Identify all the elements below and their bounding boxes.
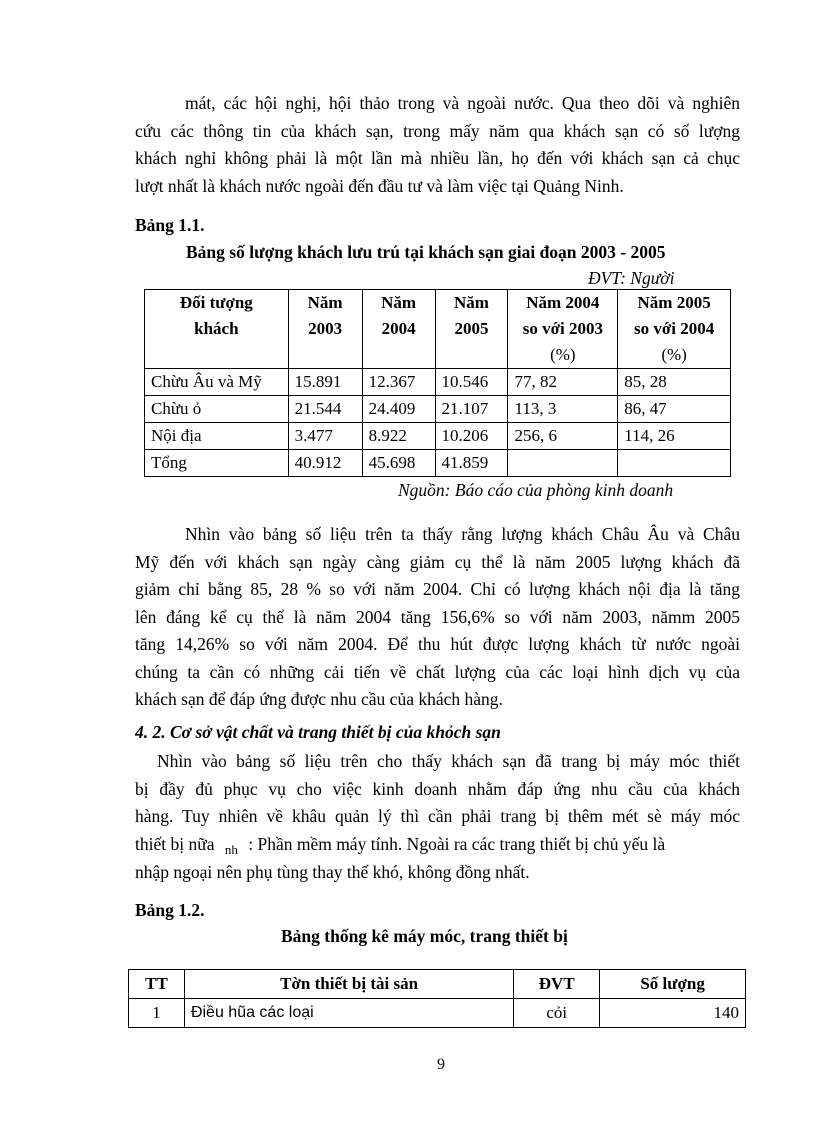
table1-header-row xyxy=(145,290,731,369)
table-cell: 10.206 xyxy=(435,423,508,450)
analysis-line-7: khách sạn để đáp ứng được nhu cầu của khách hàng. xyxy=(135,689,503,709)
table-row xyxy=(145,369,731,396)
table1-header-2005-vs-2004: Năm 2005 so với 2004 (%) xyxy=(618,290,731,369)
table-cell: Chừu Âu và Mỹ xyxy=(145,369,289,396)
table-row xyxy=(129,999,746,1028)
section-line-4: thiết bị nữa $_{nh}$ : Phần mềm máy tính. Ngoài ra các trang thiết bị chủ yếu là xyxy=(135,833,666,857)
table1-label: Bảng 1.1. xyxy=(135,215,205,235)
analysis-line-1: Nhìn vào bảng số liệu trên ta thấy rằng lượng khách Châu Âu và Châu xyxy=(185,524,740,544)
intro-line-2: cứu các thông tin của khách sạn, trong mấy năm qua khách sạn có số lượng xyxy=(135,120,740,141)
table-cell: 21.107 xyxy=(435,396,508,423)
table1-source: Nguồn: Báo cáo của phòng kinh doanh xyxy=(398,480,674,500)
table-cell xyxy=(508,450,618,477)
table-cell: 113, 3 xyxy=(508,396,618,423)
table2-header-row xyxy=(129,970,746,999)
table-cell: 21.544 xyxy=(288,396,362,423)
analysis-line-5: tăng 14,26% so với năm 2004. Để thu hút được lượng khách từ nước ngoài xyxy=(135,634,740,654)
table2-header-tt: TT xyxy=(129,970,185,999)
table1-visitors xyxy=(144,289,731,477)
table2-title: Bảng thống kê máy móc, trang thiết bị xyxy=(281,926,568,946)
section-paragraph xyxy=(135,748,740,887)
table-cell: 77, 82 xyxy=(508,369,618,396)
table-cell: 15.891 xyxy=(288,369,362,396)
analysis-line-4: lên đáng kể cụ thể là năm 2004 tăng 156,6% so với năm 2003, nămm 2005 xyxy=(135,606,740,627)
table-cell: 3.477 xyxy=(288,423,362,450)
table-cell: 85, 28 xyxy=(618,369,731,396)
table-cell: 1 xyxy=(129,999,185,1028)
table-cell: cỏi xyxy=(514,999,600,1028)
intro-line-4: lượt nhất là khách nước ngoài đến đầu tư và làm việc tại Quảng Ninh. xyxy=(135,175,624,196)
table1-header-2004-vs-2003: Năm 2004 so với 2003 (%) xyxy=(508,290,618,369)
table-cell: 256, 6 xyxy=(508,423,618,450)
table-row xyxy=(145,396,731,423)
table-row xyxy=(145,450,731,477)
table-row xyxy=(145,423,731,450)
table2-header-name: Tờn thiết bị tài sản xyxy=(184,970,513,999)
table-cell xyxy=(618,450,731,477)
table2-header-unit: ĐVT xyxy=(514,970,600,999)
analysis-line-6: chúng ta cần có những cải tiến về chất lượng của các loại hình dịch vụ của xyxy=(135,661,740,682)
table-cell: Nội địa xyxy=(145,423,289,450)
table-cell: 86, 47 xyxy=(618,396,731,423)
table-cell: Tổng xyxy=(145,450,289,477)
table-cell: Điều hũa các loại xyxy=(184,999,513,1028)
table-cell: 45.698 xyxy=(362,450,435,477)
section-heading: 4. 2. Cơ sở vật chất và trang thiết bị của khỏch sạn xyxy=(135,722,501,742)
table1-unit: ĐVT: Người xyxy=(588,268,675,288)
intro-line-1: mát, các hội nghị, hội thảo trong và ngoài nước. Qua theo dõi và nghiên xyxy=(185,93,740,113)
table1-title: Bảng số lượng khách lưu trú tại khách sạn giai đoạn 2003 - 2005 xyxy=(186,242,666,262)
table1-header-2005: Năm 2005 xyxy=(435,290,508,369)
table2-equipment xyxy=(128,969,746,1028)
table-cell: 10.546 xyxy=(435,369,508,396)
table1-header-object: Đối tượng khách xyxy=(145,290,289,369)
intro-paragraph xyxy=(135,90,740,200)
table2-label: Bảng 1.2. xyxy=(135,900,205,920)
intro-line-3: khách nghỉ không phải là một lần mà nhiều lần, họ đến với khách sạn cả chục xyxy=(135,148,740,168)
section-line-3: hàng. Tuy nhiên về khâu quản lý thì cần phải trang bị thêm mét sè máy móc xyxy=(135,806,740,826)
table-cell: Chừu ỏ xyxy=(145,396,289,423)
table1-header-2004: Năm 2004 xyxy=(362,290,435,369)
table-cell: 24.409 xyxy=(362,396,435,423)
page-number: 9 xyxy=(437,1056,445,1073)
analysis-line-3: giảm chỉ bằng 85, 28 % so với năm 2004. Chỉ có lượng khách nội địa là tăng xyxy=(135,579,740,599)
table-cell: 114, 26 xyxy=(618,423,731,450)
table-cell: 41.859 xyxy=(435,450,508,477)
section-line-2: bị đầy đủ phục vụ cho việc kinh doanh nhằm đáp ứng nhu cầu của khách xyxy=(135,778,740,799)
table-cell: 12.367 xyxy=(362,369,435,396)
table-cell: 40.912 xyxy=(288,450,362,477)
analysis-paragraph xyxy=(135,521,740,714)
table1-header-2003: Năm 2003 xyxy=(288,290,362,369)
table2-header-quantity: Số lượng xyxy=(600,970,746,999)
table-cell: 8.922 xyxy=(362,423,435,450)
table-cell: 140 xyxy=(600,999,746,1028)
analysis-line-2: Mỹ đến với khách sạn ngày càng giảm cụ thể là năm 2005 lượng khách đã xyxy=(135,551,740,572)
section-line-1: Nhìn vào bảng số liệu trên cho thấy khách sạn đã trang bị máy móc thiết xyxy=(157,751,740,771)
section-line-5: nhập ngoại nên phụ tùng thay thế khó, không đồng nhất. xyxy=(135,862,530,882)
